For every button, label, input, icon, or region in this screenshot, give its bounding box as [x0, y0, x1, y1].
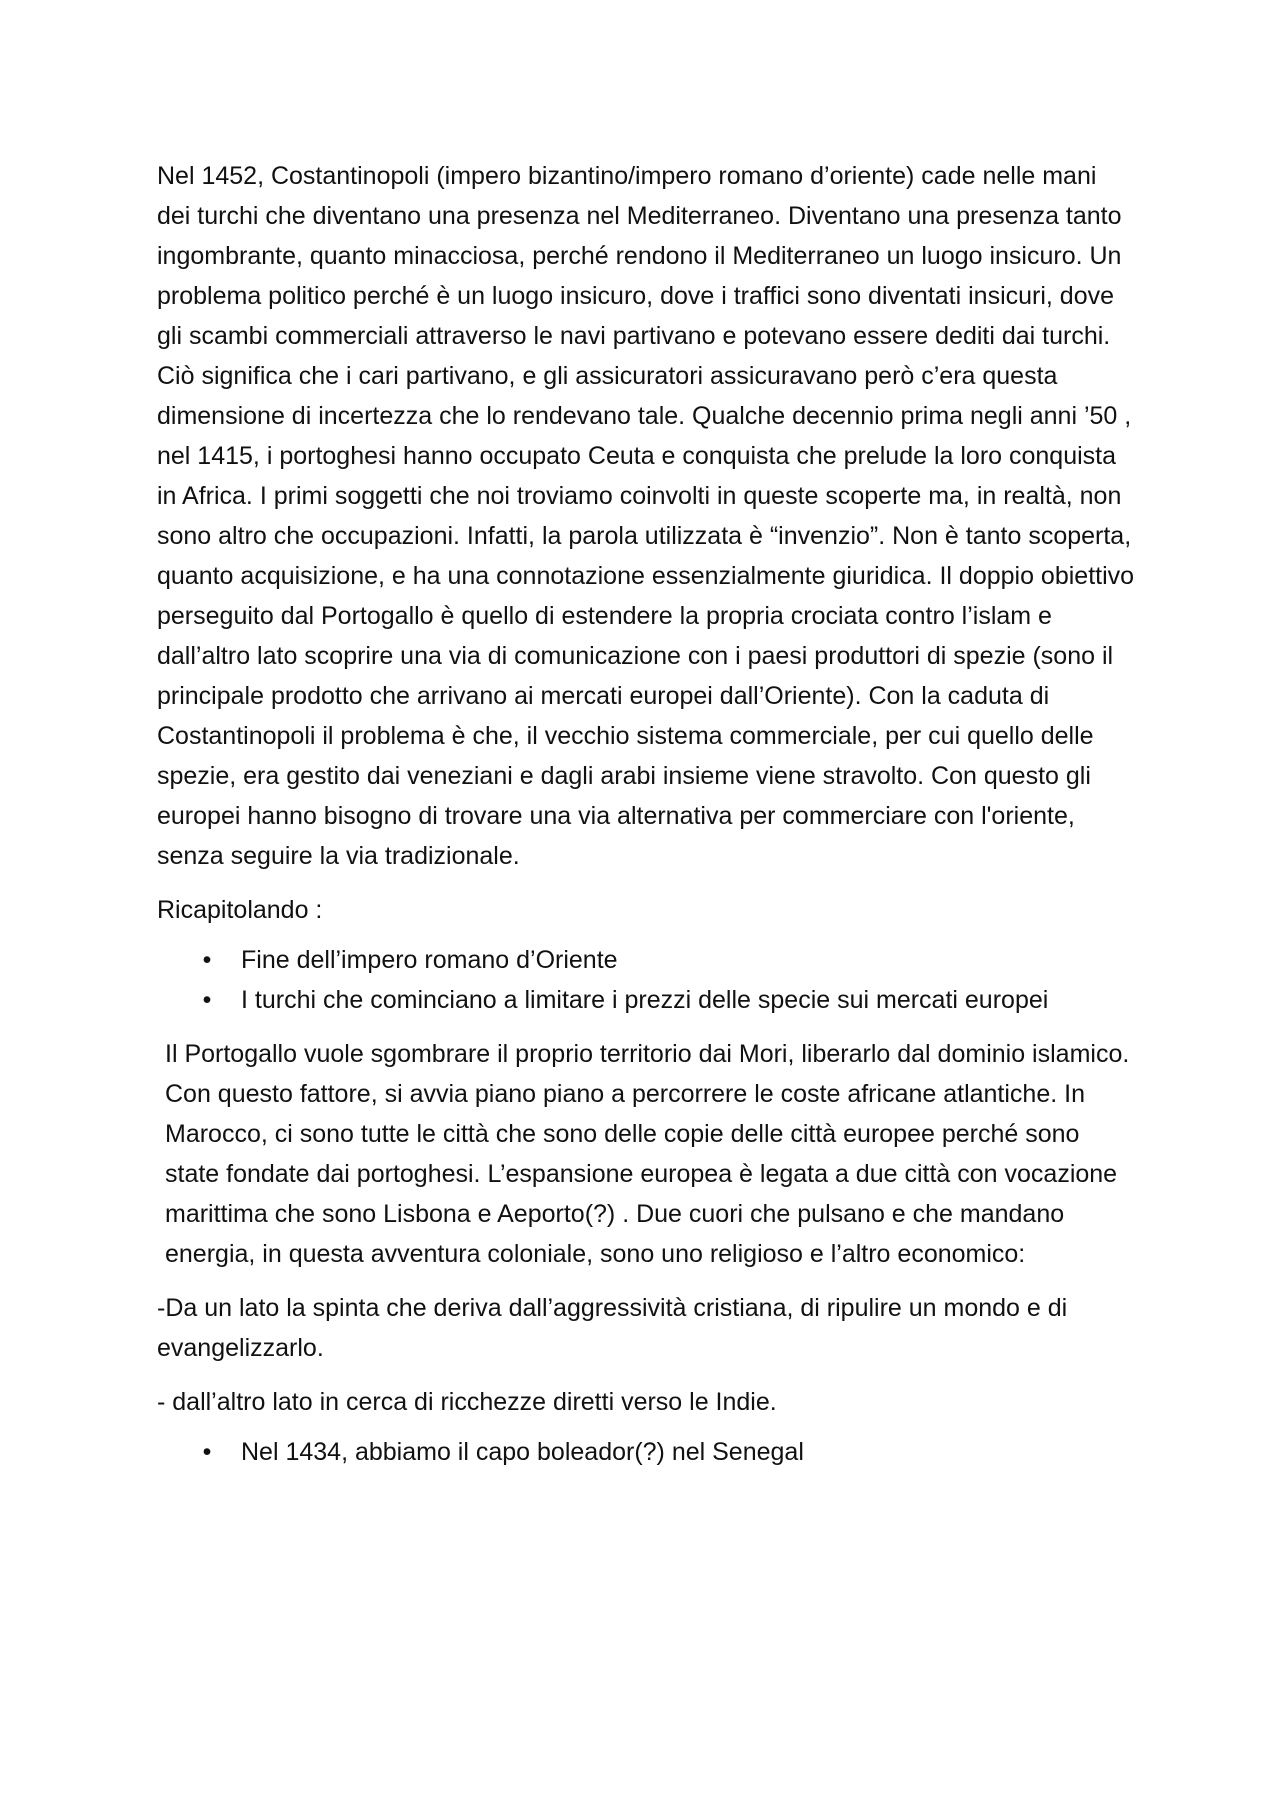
list-item	[157, 940, 1135, 980]
summary-bullet-list	[157, 940, 1135, 1020]
document-body	[157, 156, 1135, 1486]
list-item	[157, 1432, 1135, 1472]
paragraph-costantinopoli: Nel 1452, Costantinopoli (impero bizantino/impero romano d’oriente) cade nelle mani dei turchi che diventano una presenza nel Mediterraneo. Diventano una presenza tanto ingombrante, quanto minacciosa, perché rendono il Mediterraneo un luogo insicuro. Un problema politico perché è un luogo insicuro, dove i traffici sono diventati insicuri, dove gli scambi commerciali attraverso le navi partivano e potevano essere dediti dai turchi. Ciò significa che i cari partivano, e gli assicuratori assicuravano però c’era questa dimensione di incertezza che lo rendevano tale. Qualche decennio prima negli anni ’50 , nel 1415, i portoghesi hanno occupato Ceuta e conquista che prelude la loro conquista in Africa. I primi soggetti che noi troviamo coinvolti in queste scoperte ma, in realtà, non sono altro che occupazioni. Infatti, la parola utilizzata è “invenzio”. Non è tanto scoperta, quanto acquisizione, e ha una connotazione essenzialmente giuridica. Il doppio obiettivo perseguito dal Portogallo è quello di estendere la propria crociata contro l’islam e dall’altro lato scoprire una via di comunicazione con i paesi produttori di spezie (sono il principale prodotto che arrivano ai mercati europei dall’Oriente). Con la caduta di Costantinopoli il problema è che, il vecchio sistema commerciale, per cui quello delle spezie, era gestito dai veneziani e dagli arabi insieme viene stravolto. Con questo gli europei hanno bisogno di trovare una via alternativa per commerciare con l'oriente, senza seguire la via tradizionale.	[157, 162, 1135, 870]
list-item	[157, 980, 1135, 1020]
paragraph-ricapitolando: Ricapitolando :	[157, 896, 323, 924]
event-bullet-list	[157, 1432, 1135, 1472]
list-item-text: Nel 1434, abbiamo il capo boleador(?) nel Senegal	[241, 1438, 804, 1466]
paragraph-da-un-lato: -Da un lato la spinta che deriva dall’aggressività cristiana, di ripulire un mondo e di evangelizzarlo.	[157, 1294, 1068, 1362]
paragraph-portogallo: Il Portogallo vuole sgombrare il proprio territorio dai Mori, liberarlo dal dominio islamico. Con questo fattore, si avvia piano piano a percorrere le coste africane atlantiche. In Marocco, ci sono tutte le città che sono delle copie delle città europee perché sono state fondate dai portoghesi. L’espansione europea è legata a due città con vocazione marittima che sono Lisbona e Aeporto(?) . Due cuori che pulsano e che mandano energia, in questa avventura coloniale, sono uno religioso e l’altro economico:	[165, 1040, 1130, 1268]
list-item-text: Fine dell’impero romano d’Oriente	[241, 946, 618, 974]
paragraph-dall-altro-lato: - dall’altro lato in cerca di ricchezze diretti verso le Indie.	[157, 1388, 777, 1416]
list-item-text: I turchi che cominciano a limitare i prezzi delle specie sui mercati europei	[241, 986, 1049, 1014]
bullet-icon: •	[202, 986, 212, 1014]
bullet-icon: •	[202, 1438, 212, 1466]
bullet-icon: •	[202, 946, 212, 974]
